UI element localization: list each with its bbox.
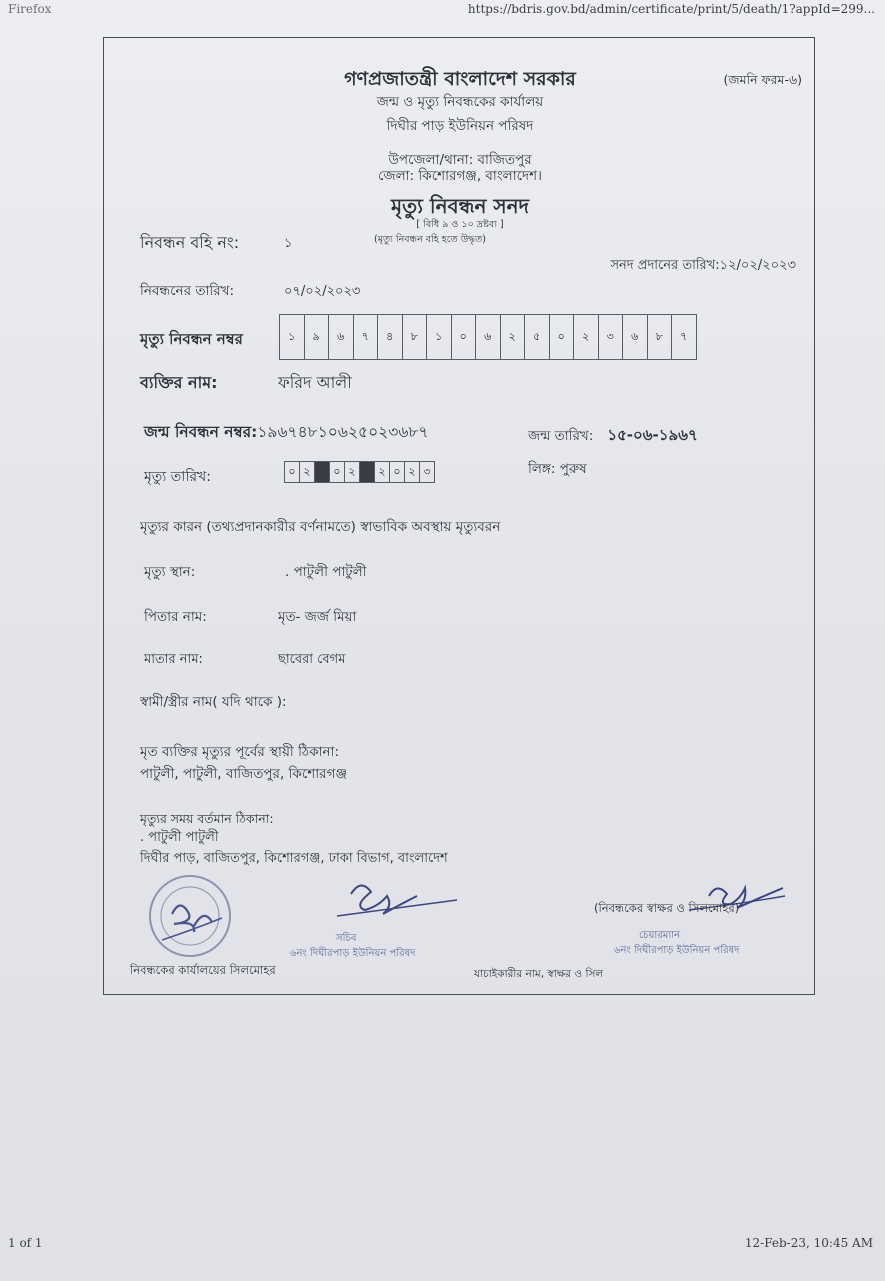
death-date-separator (359, 461, 375, 483)
death-number-digit: ৬ (622, 314, 648, 360)
book-number-value: ১ (284, 236, 293, 251)
certificate-frame (103, 37, 815, 995)
district-name: জেলা: কিশোরগঞ্জ, বাংলাদেশ। (378, 168, 542, 184)
print-timestamp: 12-Feb-23, 10:45 AM (744, 1236, 873, 1250)
book-note: (মৃত্যু নিবন্ধন বহি হতে উদ্ধৃত) (374, 234, 486, 245)
permanent-address-value: পাটুলী, পাটুলী, বাজিতপুর, কিশোরগঞ্জ (140, 766, 347, 782)
death-date-separator (314, 461, 330, 483)
birth-date-label: জন্ম তারিখ: (528, 428, 594, 444)
death-date-grid (285, 461, 435, 483)
mother-name-value: ছাবেরা বেগম (278, 652, 346, 667)
birth-number-value: ১৯৬৭৪৮১০৬২৫০২৩৬৮৭ (257, 423, 429, 441)
death-number-digit: ৭ (353, 314, 379, 360)
death-number-label: মৃত্যু নিবন্ধন নম্বর (140, 330, 243, 348)
registrar-signature-label: (নিবন্ধকের স্বাক্ষর ও সিলমোহর) (594, 901, 740, 915)
mid-stamp-role: সচিব (336, 933, 357, 944)
father-name-value: মৃত- জর্জ মিয়া (278, 609, 357, 625)
birth-date-value: ১৫-০৬-১৯৬৭ (607, 426, 698, 444)
form-number: (জমনি ফরম-৬) (723, 72, 802, 87)
sex-field: লিঙ্গ: পুরুষ (528, 461, 587, 477)
death-number-digit: ৮ (402, 314, 428, 360)
government-title: গণপ্রজাতন্ত্রী বাংলাদেশ সরকার (344, 68, 576, 90)
office-seal-label: নিবন্ধকের কার্যালয়ের সিলমোহর (130, 963, 276, 977)
present-address-label: মৃত্যুর সময় বর্তমান ঠিকানা: (140, 811, 274, 826)
death-date-digit: ২ (344, 461, 360, 483)
right-stamp-union: ৬নং দিঘীরপাড় ইউনিয়ন পরিষদ (614, 945, 740, 956)
union-name: দিঘীর পাড় ইউনিয়ন পরিষদ (386, 118, 534, 134)
death-number-digit: ১ (279, 314, 305, 360)
death-date-digit: ২ (299, 461, 315, 483)
death-number-digit: ০ (549, 314, 575, 360)
death-date-label: মৃত্যু তারিখ: (144, 469, 211, 485)
death-place-label: মৃত্যু স্থান: (144, 564, 196, 580)
death-date-digit: ২ (404, 461, 420, 483)
death-number-grid (280, 314, 697, 360)
death-number-digit: ১ (426, 314, 452, 360)
mother-name-label: মাতার নাম: (144, 652, 203, 667)
death-number-digit: ০ (451, 314, 477, 360)
birth-date (528, 424, 698, 449)
issue-date: সনদ প্রদানের তারিখ:১২/০২/২০২৩ (610, 258, 796, 273)
birth-number (144, 420, 429, 446)
death-place-value: . পাটুলী পাটুলী (285, 564, 367, 580)
cause-of-death: মৃত্যুর কারন (তথ্যপ্রদানকারীর বর্ণনামতে) স্বাভাবিক অবস্থায় মৃত্যুবরন (140, 519, 501, 535)
right-stamp-role: চেয়ারম্যান (639, 930, 681, 941)
mid-stamp-union: ৬নং দিঘীরপাড় ইউনিয়ন পরিষদ (290, 948, 416, 959)
certificate-title: মৃত্যু নিবন্ধন সনদ (390, 194, 530, 218)
browser-name: Firefox (8, 2, 52, 16)
person-name-value: ফরিদ আলী (278, 373, 352, 392)
office-name: জন্ম ও মৃত্যু নিবন্ধকের কার্যালয় (376, 94, 544, 110)
death-number-digit: ৭ (671, 314, 697, 360)
death-number-digit: ২ (573, 314, 599, 360)
page-indicator: 1 of 1 (8, 1236, 43, 1250)
office-seal-stamp (132, 870, 250, 960)
death-date-digit: ০ (329, 461, 345, 483)
present-address-line1: . পাটুলী পাটুলী (140, 830, 219, 845)
death-number-digit: ৫ (524, 314, 550, 360)
death-date-digit: ০ (389, 461, 405, 483)
book-number-label: নিবন্ধন বহি নং: (140, 233, 240, 252)
registration-date-label: নিবন্ধনের তারিখ: (140, 283, 235, 299)
death-number-digit: ৯ (304, 314, 330, 360)
death-number-digit: ৬ (475, 314, 501, 360)
birth-number-label: জন্ম নিবন্ধন নম্বর: (144, 423, 258, 441)
death-date-digit: ৩ (419, 461, 435, 483)
death-number-digit: ২ (500, 314, 526, 360)
rule-reference: [ বিধি ৯ ও ১০ দ্রষ্টব্য ] (416, 219, 504, 230)
person-name-label: ব্যক্তির নাম: (140, 373, 218, 392)
death-number-digit: ৩ (598, 314, 624, 360)
death-number-digit: ৬ (328, 314, 354, 360)
death-number-digit: ৮ (647, 314, 673, 360)
death-number-digit: ৪ (377, 314, 403, 360)
spouse-name-label: স্বামী/স্ত্রীর নাম( যদি থাকে ): (140, 694, 287, 710)
present-address-line2: দিঘীর পাড়, বাজিতপুর, কিশোরগঞ্জ, ঢাকা বিভাগ, বাংলাদেশ (140, 851, 448, 866)
death-date-digit: ২ (374, 461, 390, 483)
upazila-name: উপজেলা/থানা: বাজিতপুর (388, 152, 532, 168)
father-name-label: পিতার নাম: (144, 609, 207, 625)
verifier-label: যাচাইকারীর নাম, স্বাক্ষর ও সিল (474, 968, 604, 980)
death-date-digit: ০ (284, 461, 300, 483)
registration-date-value: ০৭/০২/২০২৩ (284, 284, 361, 299)
permanent-address-label: মৃত ব্যক্তির মৃত্যুর পূর্বের স্থায়ী ঠিকানা: (140, 744, 340, 760)
page-url: https://bdris.gov.bd/admin/certificate/print/5/death/1?appId=299... (467, 2, 875, 16)
